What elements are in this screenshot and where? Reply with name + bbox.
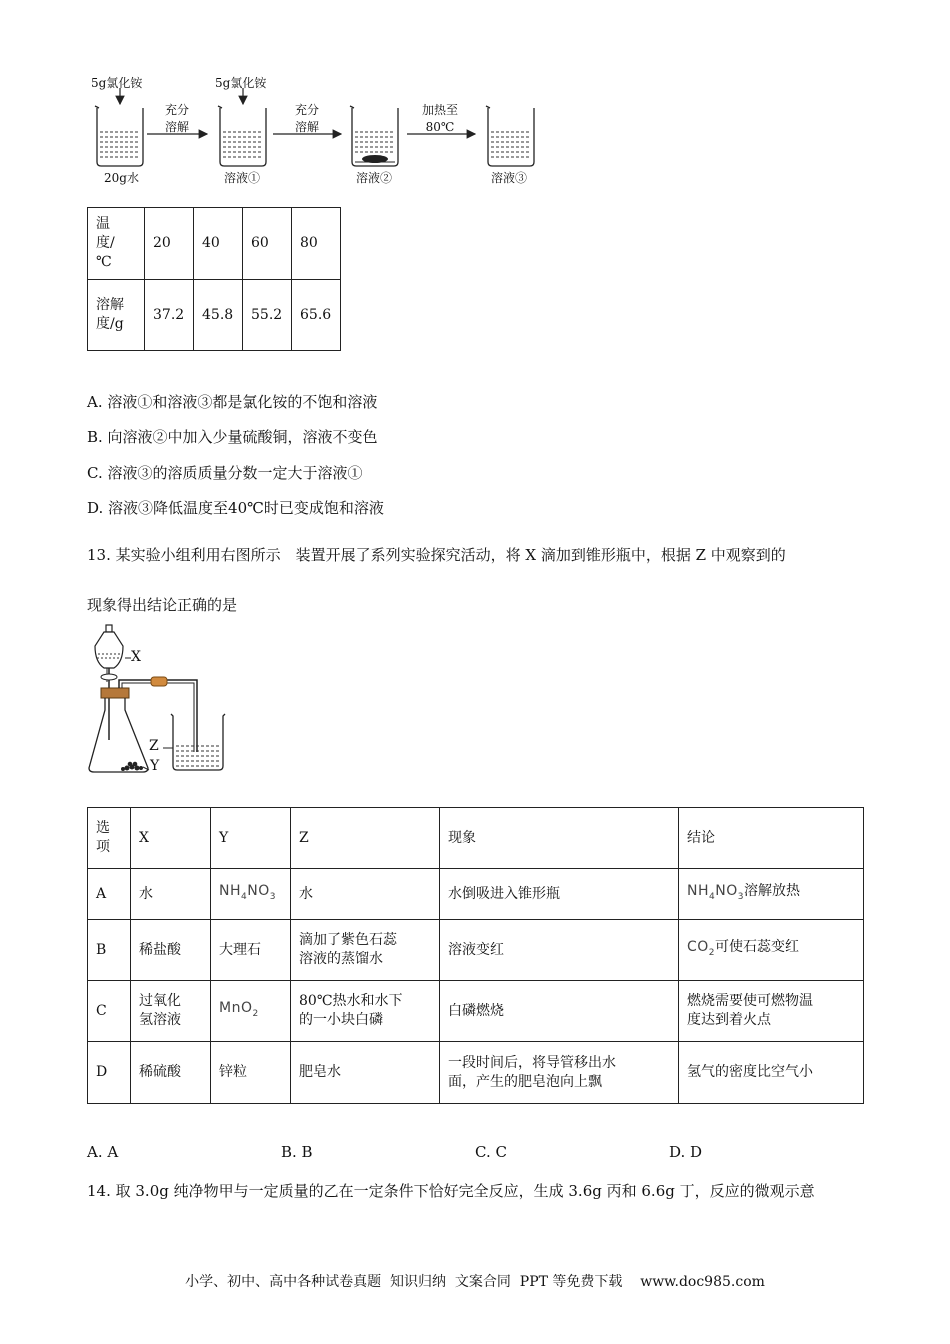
arrow-1-label: 充分 溶解: [165, 103, 190, 134]
beaker-2: [218, 88, 266, 166]
temperature-cell: 60: [243, 208, 292, 280]
row-a-phenomenon: 水倒吸进入锥形瓶: [440, 869, 679, 920]
rubber-connector: [151, 677, 167, 686]
header-y: Y: [211, 808, 291, 869]
apparatus-svg: [85, 622, 245, 782]
q13-options-table: [87, 807, 864, 1104]
q12-option-d: D. 溶液③降低温度至40℃时已变成饱和溶液: [87, 499, 384, 517]
row-c-option: C: [88, 981, 131, 1042]
beaker-z: [171, 714, 225, 770]
solubility-header: 溶解 度/g: [88, 280, 145, 351]
row-d-phenomenon: 一段时间后，将导管移出水 面，产生的肥皂泡向上飘: [440, 1042, 679, 1104]
stopper: [101, 688, 129, 698]
dissolution-diagram: [85, 70, 545, 190]
arrow-2-label: 充分 溶解: [295, 103, 320, 134]
row-a-x: 水: [131, 869, 211, 920]
beaker-4: [486, 106, 534, 166]
row-b-conclusion: $CO_2$可使石蕊变红: [679, 920, 864, 981]
table-row: [88, 869, 864, 920]
table-row: [88, 208, 341, 280]
table-row: [88, 280, 341, 351]
label-y: Y: [150, 758, 160, 774]
beaker-1: [95, 88, 143, 166]
row-c-z: 80℃热水和水下 的一小块白磷: [291, 981, 440, 1042]
table-row: [88, 920, 864, 981]
row-d-z: 肥皂水: [291, 1042, 440, 1104]
solid-y: [121, 762, 143, 771]
q13-answer-b: B. B: [281, 1143, 313, 1161]
row-c-phenomenon: 白磷燃烧: [440, 981, 679, 1042]
label-z: Z: [149, 738, 159, 754]
row-d-conclusion: 氢气的密度比空气小: [679, 1042, 864, 1104]
add-label-1: 5g氯化铵: [91, 76, 143, 90]
header-phenomenon: 现象: [440, 808, 679, 869]
table-row: [88, 1042, 864, 1104]
beaker-label-1: 20g水: [104, 171, 139, 185]
row-c-conclusion: 燃烧需要使可燃物温 度达到着火点: [679, 981, 864, 1042]
row-b-option: B: [88, 920, 131, 981]
label-x: X: [131, 649, 141, 665]
solubility-cell: 65.6: [292, 280, 341, 351]
q13-answer-d: D. D: [669, 1143, 703, 1161]
table-header-row: [88, 808, 864, 869]
row-a-z: 水: [291, 869, 440, 920]
header-conclusion: 结论: [679, 808, 864, 869]
q12-option-a: A. 溶液①和溶液③都是氯化铵的不饱和溶液: [87, 393, 378, 411]
q13-answer-c: C. C: [475, 1143, 507, 1161]
q14-stem: 14. 取 3.0g 纯净物甲与一定质量的乙在一定条件下恰好完全反应，生成 3.6g 丙和 6.6g 丁，反应的微观示意: [87, 1182, 815, 1200]
temperature-header: 温 度/ ℃: [88, 208, 145, 280]
experiment-apparatus: [85, 622, 245, 782]
header-option: 选 项: [88, 808, 131, 869]
q12-option-c: C. 溶液③的溶质质量分数一定大于溶液①: [87, 464, 363, 482]
beaker-3: [350, 106, 398, 166]
row-c-x: 过氧化 氢溶液: [131, 981, 211, 1042]
header-z: Z: [291, 808, 440, 869]
temperature-cell: 40: [194, 208, 243, 280]
q13-stem-line2: 现象得出结论正确的是: [87, 596, 238, 614]
row-b-phenomenon: 溶液变红: [440, 920, 679, 981]
row-d-option: D: [88, 1042, 131, 1104]
page-footer: 小学、初中、高中各种试卷真题 知识归纳 文案合同 PPT 等免费下载 www.doc985.com: [185, 1274, 765, 1290]
table-row: [88, 981, 864, 1042]
arrow-3-label: 加热至 80℃: [422, 103, 459, 134]
row-d-x: 稀硫酸: [131, 1042, 211, 1104]
solubility-cell: 45.8: [194, 280, 243, 351]
row-d-y: 锌粒: [211, 1042, 291, 1104]
q12-option-b: B. 向溶液②中加入少量硫酸铜，溶液不变色: [87, 428, 378, 446]
row-b-x: 稀盐酸: [131, 920, 211, 981]
header-x: X: [131, 808, 211, 869]
q13-answer-a: A. A: [87, 1143, 119, 1161]
row-a-option: A: [88, 869, 131, 920]
temperature-cell: 80: [292, 208, 341, 280]
add-label-2: 5g氯化铵: [215, 76, 267, 90]
conical-flask: [89, 698, 148, 772]
row-a-conclusion: $NH_4NO_3$溶解放热: [679, 869, 864, 920]
q13-stem-line1: 13. 某实验小组利用右图所示 装置开展了系列实验探究活动，将 X 滴加到锥形瓶中，根据 Z 中观察到的: [87, 546, 786, 564]
solubility-cell: 37.2: [145, 280, 194, 351]
row-a-y: $NH_4NO_3$: [211, 869, 291, 920]
temperature-cell: 20: [145, 208, 194, 280]
row-b-z: 滴加了紫色石蕊 溶液的蒸馏水: [291, 920, 440, 981]
beaker-label-4: 溶液③: [491, 171, 528, 185]
beaker-label-3: 溶液②: [356, 171, 393, 185]
beaker-label-2: 溶液①: [224, 171, 261, 185]
row-b-y: 大理石: [211, 920, 291, 981]
solubility-table: [87, 207, 341, 351]
solubility-cell: 55.2: [243, 280, 292, 351]
row-c-y: MnO$_2$: [211, 981, 291, 1042]
